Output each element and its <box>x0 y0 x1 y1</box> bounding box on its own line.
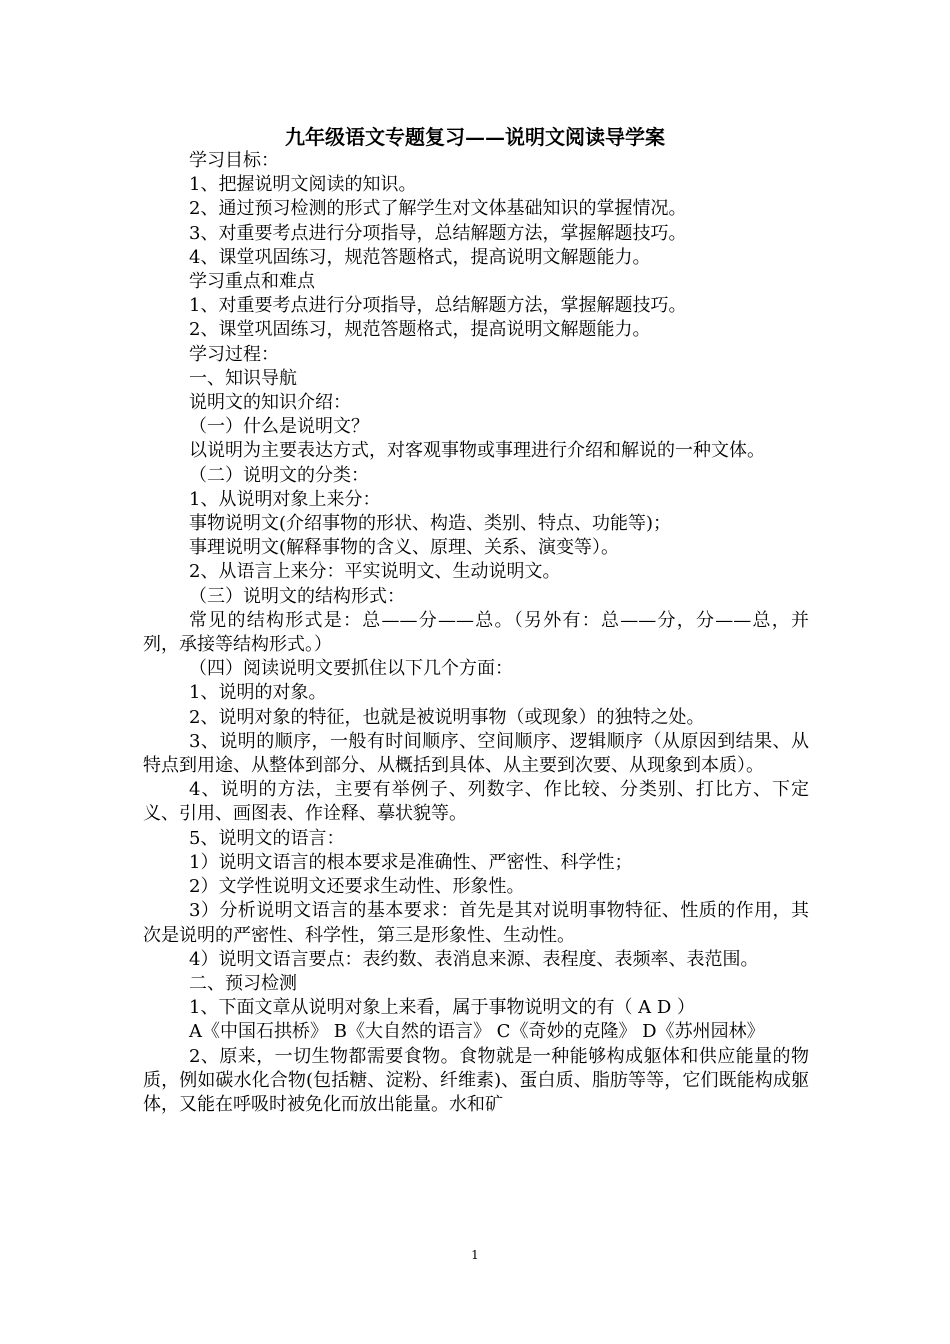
list-item: 3、说明的顺序，一般有时间顺序、空间顺序、逻辑顺序（从原因到结果、从特点到用途、从整体到部分、从概括到具体、从主要到次要、从现象到本质）。 <box>143 730 809 777</box>
key-point-item: 2、课堂巩固练习，规范答题格式，提高说明文解题能力。 <box>189 319 651 341</box>
paragraph: 1、从说明对象上来分： <box>189 488 381 510</box>
list-item: 4）说明文语言要点：表约数、表消息来源、表程度、表频率、表范围。 <box>189 948 759 970</box>
key-point-item: 1、对重要考点进行分项指导，总结解题方法，掌握解题技巧。 <box>189 295 687 317</box>
paragraph: 以说明为主要表达方式，对客观事物或事理进行介绍和解说的一种文体。 <box>189 440 765 462</box>
paragraph: 说明文的知识介绍： <box>189 392 351 414</box>
list-item: 4、说明的方法，主要有举例子、列数字、作比较、分类别、打比方、下定义、引用、画图表、作诠释、摹状貌等。 <box>143 779 809 825</box>
subheading: （四）阅读说明文要抓住以下几个方面： <box>189 658 513 680</box>
objective-item: 2、通过预习检测的形式了解学生对文体基础知识的掌握情况。 <box>189 198 687 220</box>
question-options: A《中国石拱桥》 B《大自然的语言》 C《奇妙的克隆》 D《苏州园林》 <box>189 1021 765 1043</box>
objective-item: 1、把握说明文阅读的知识。 <box>189 174 417 196</box>
list-item: 5、说明文的语言： <box>189 827 345 849</box>
question-item: 2、原来，一切生物都需要食物。食物就是一种能够构成躯体和供应能量的物质，例如碳水化合物(包括糖、淀粉、纤维素)、蛋白质、脂肪等等，它们既能构成躯体，又能在呼吸时被免化而放出能量。水和矿 <box>143 1045 809 1115</box>
document-title: 九年级语文专题复习——说明文阅读导学案 <box>285 125 665 149</box>
list-item: 1、说明的对象。 <box>189 682 327 704</box>
section-heading-objectives: 学习目标： <box>189 150 279 171</box>
subheading: （一）什么是说明文？ <box>189 416 369 438</box>
paragraph: 事理说明文(解释事物的含义、原理、关系、演变等）。 <box>189 537 620 559</box>
subheading: （二）说明文的分类： <box>189 464 369 486</box>
list-item: 2）文学性说明文还要求生动性、形象性。 <box>189 876 525 898</box>
list-item: 2、说明对象的特征，也就是被说明事物（或现象）的独特之处。 <box>189 706 705 728</box>
paragraph: 事物说明文(介绍事物的形状、构造、类别、特点、功能等)； <box>189 513 672 535</box>
section-heading-key-points: 学习重点和难点 <box>189 271 315 293</box>
list-item: 1）说明文语言的根本要求是准确性、严密性、科学性； <box>189 851 633 873</box>
objective-item: 3、对重要考点进行分项指导，总结解题方法，掌握解题技巧。 <box>189 222 687 244</box>
question-item: 1、下面文章从说明对象上来看，属于事物说明文的有（ A D ） <box>189 997 696 1019</box>
objective-item: 4、课堂巩固练习，规范答题格式，提高说明文解题能力。 <box>189 246 651 268</box>
paragraph: 2、从语言上来分：平实说明文、生动说明文。 <box>189 561 561 583</box>
page-number: 1 <box>471 1248 479 1262</box>
list-item: 3）分析说明文语言的基本要求：首先是其对说明事物特征、性质的作用，其次是说明的严密性、科学性，第三是形象性、生动性。 <box>143 900 809 946</box>
subheading: （三）说明文的结构形式： <box>189 585 405 607</box>
section-heading-preview: 二、预习检测 <box>189 972 297 994</box>
document-body <box>143 149 809 1117</box>
paragraph: 常见的结构形式是：总——分——总。（另外有：总——分，分——总，并列，承接等结构形式。） <box>143 609 809 656</box>
section-heading-knowledge: 一、知识导航 <box>189 367 297 389</box>
section-heading-process: 学习过程： <box>189 343 279 365</box>
